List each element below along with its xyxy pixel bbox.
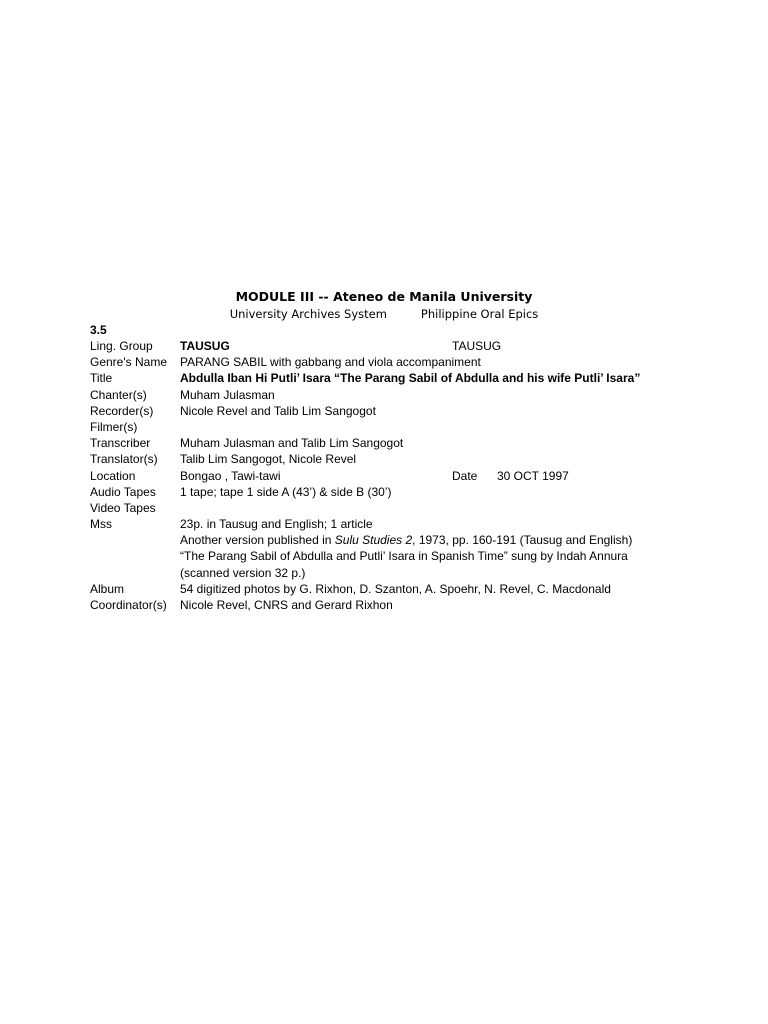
mss-line3: “The Parang Sabil of Abdulla and Putli’ Isara in Spanish Time” sung by Indah Annura xyxy=(180,549,628,564)
field-value: PARANG SABIL with gabbang and viola accompaniment xyxy=(180,355,481,370)
field-mss-line2 xyxy=(90,532,730,548)
field-mss xyxy=(90,516,730,532)
field-value: Nicole Revel and Talib Lim Sangogot xyxy=(180,403,376,418)
field-label: Genre's Name xyxy=(90,355,167,370)
field-value: TAUSUG xyxy=(180,339,230,353)
field-label: Audio Tapes xyxy=(90,484,156,499)
field-ling-group xyxy=(90,338,730,354)
section-number: 3.5 xyxy=(90,323,107,337)
mss-line2 xyxy=(180,532,632,548)
field-recorders xyxy=(90,403,730,419)
mss-line2-publication: Sulu Studies 2 xyxy=(334,533,413,548)
mss-line2-prefix: Another version published in xyxy=(180,533,335,548)
field-label: Video Tapes xyxy=(90,500,156,515)
archives-system-label: University Archives System xyxy=(229,307,387,321)
field-value: Bongao , Tawi-tawi xyxy=(180,468,281,483)
field-coordinators xyxy=(90,597,730,613)
field-label: Location xyxy=(90,468,136,483)
field-value-secondary: TAUSUG xyxy=(452,339,502,353)
field-value: Muham Julasman and Talib Lim Sangogot xyxy=(180,436,404,451)
field-label: Translator(s) xyxy=(90,452,158,467)
date-value: 30 OCT 1997 xyxy=(497,468,569,483)
field-label: Recorder(s) xyxy=(90,403,154,418)
module-subtitle xyxy=(0,307,768,321)
module-title-text: MODULE III -- Ateneo de Manila University xyxy=(235,289,533,304)
field-label: Album xyxy=(90,581,125,596)
date-label: Date xyxy=(452,468,478,483)
field-value: Talib Lim Sangogot, Nicole Revel xyxy=(180,452,357,467)
field-audio-tapes xyxy=(90,484,730,500)
mss-line4: (scanned version 32 p.) xyxy=(180,565,306,580)
field-chanters xyxy=(90,387,730,403)
field-label: Chanter(s) xyxy=(90,387,147,402)
field-mss-line4 xyxy=(90,565,730,581)
field-label: Coordinator(s) xyxy=(90,598,167,612)
field-label: Filmer(s) xyxy=(90,419,138,434)
field-value: Abdulla Iban Hi Putli’ Isara “The Parang Sabil of Abdulla and his wife Putli’ Isara” xyxy=(180,371,641,386)
field-title xyxy=(90,370,730,386)
record-fields xyxy=(90,338,730,613)
field-filmers xyxy=(90,419,730,435)
field-value: 1 tape; tape 1 side A (43’) & side B (30’) xyxy=(180,484,392,499)
field-label: Ling. Group xyxy=(90,339,153,353)
field-label: Transcriber xyxy=(90,436,151,451)
collection-label: Philippine Oral Epics xyxy=(420,307,539,321)
field-value: Muham Julasman xyxy=(180,387,275,402)
field-value: Nicole Revel, CNRS and Gerard Rixhon xyxy=(180,598,393,612)
field-album xyxy=(90,581,730,597)
field-label: Mss xyxy=(90,517,112,532)
field-video-tapes xyxy=(90,500,730,516)
field-value: 54 digitized photos by G. Rixhon, D. Szanton, A. Spoehr, N. Revel, C. Macdonald xyxy=(180,581,611,596)
field-value: 23p. in Tausug and English; 1 article xyxy=(180,517,373,532)
field-location xyxy=(90,468,730,484)
field-transcriber xyxy=(90,435,730,451)
field-genre xyxy=(90,354,730,370)
mss-line2-suffix: , 1973, pp. 160-191 (Tausug and English) xyxy=(412,533,633,548)
field-mss-line3 xyxy=(90,548,730,564)
field-label: Title xyxy=(90,371,113,386)
field-translators xyxy=(90,451,730,467)
module-title xyxy=(0,289,768,304)
